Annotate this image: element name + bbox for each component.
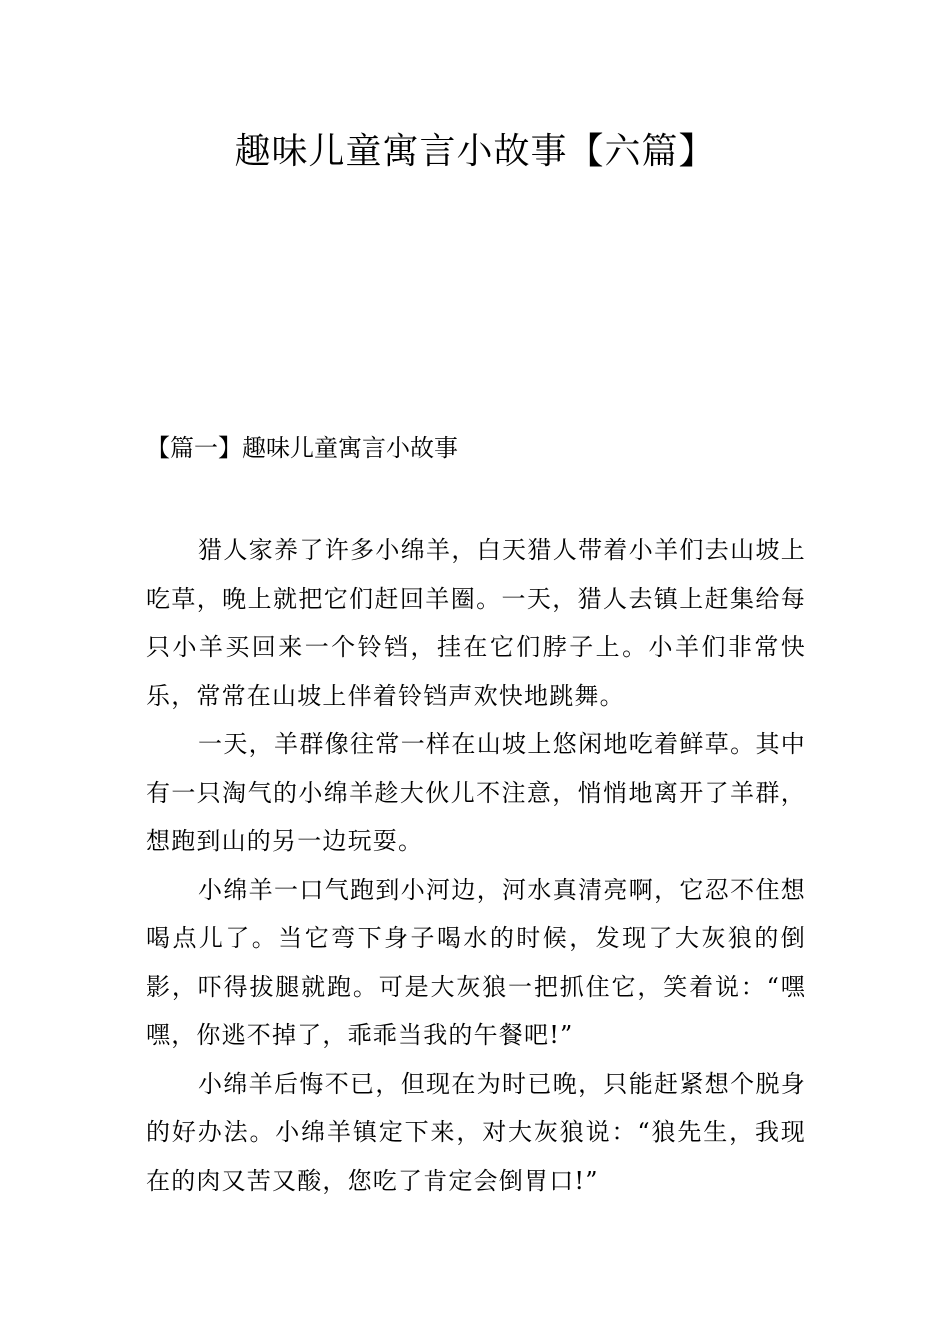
story-paragraph: 一天，羊群像往常一样在山坡上悠闲地吃着鲜草。其中有一只淘气的小绵羊趁大伙儿不注意，悄悄地离开了羊群，想跑到山的另一边玩耍。 <box>146 730 806 855</box>
story-paragraph: 小绵羊一口气跑到小河边，河水真清亮啊，它忍不住想喝点儿了。当它弯下身子喝水的时候，发现了大灰狼的倒影，吓得拔腿就跑。可是大灰狼一把抓住它，笑着说：“嘿嘿，你逃不掉了，乖乖当我的午餐吧!” <box>146 875 806 1049</box>
section-heading: 【篇一】趣味儿童寓言小故事 <box>146 434 458 462</box>
document-title: 趣味儿童寓言小故事【六篇】 <box>234 131 716 172</box>
story-paragraph: 小绵羊后悔不已，但现在为时已晚，只能赶紧想个脱身的好办法。小绵羊镇定下来，对大灰狼说：“狼先生，我现在的肉又苦又酸，您吃了肯定会倒胃口!” <box>146 1069 806 1195</box>
story-body <box>146 526 806 1205</box>
story-paragraph: 猎人家养了许多小绵羊，白天猎人带着小羊们去山坡上吃草，晚上就把它们赶回羊圈。一天，猎人去镇上赶集给每只小羊买回来一个铃铛，挂在它们脖子上。小羊们非常快乐，常常在山坡上伴着铃铛声欢快地跳舞。 <box>146 536 806 710</box>
